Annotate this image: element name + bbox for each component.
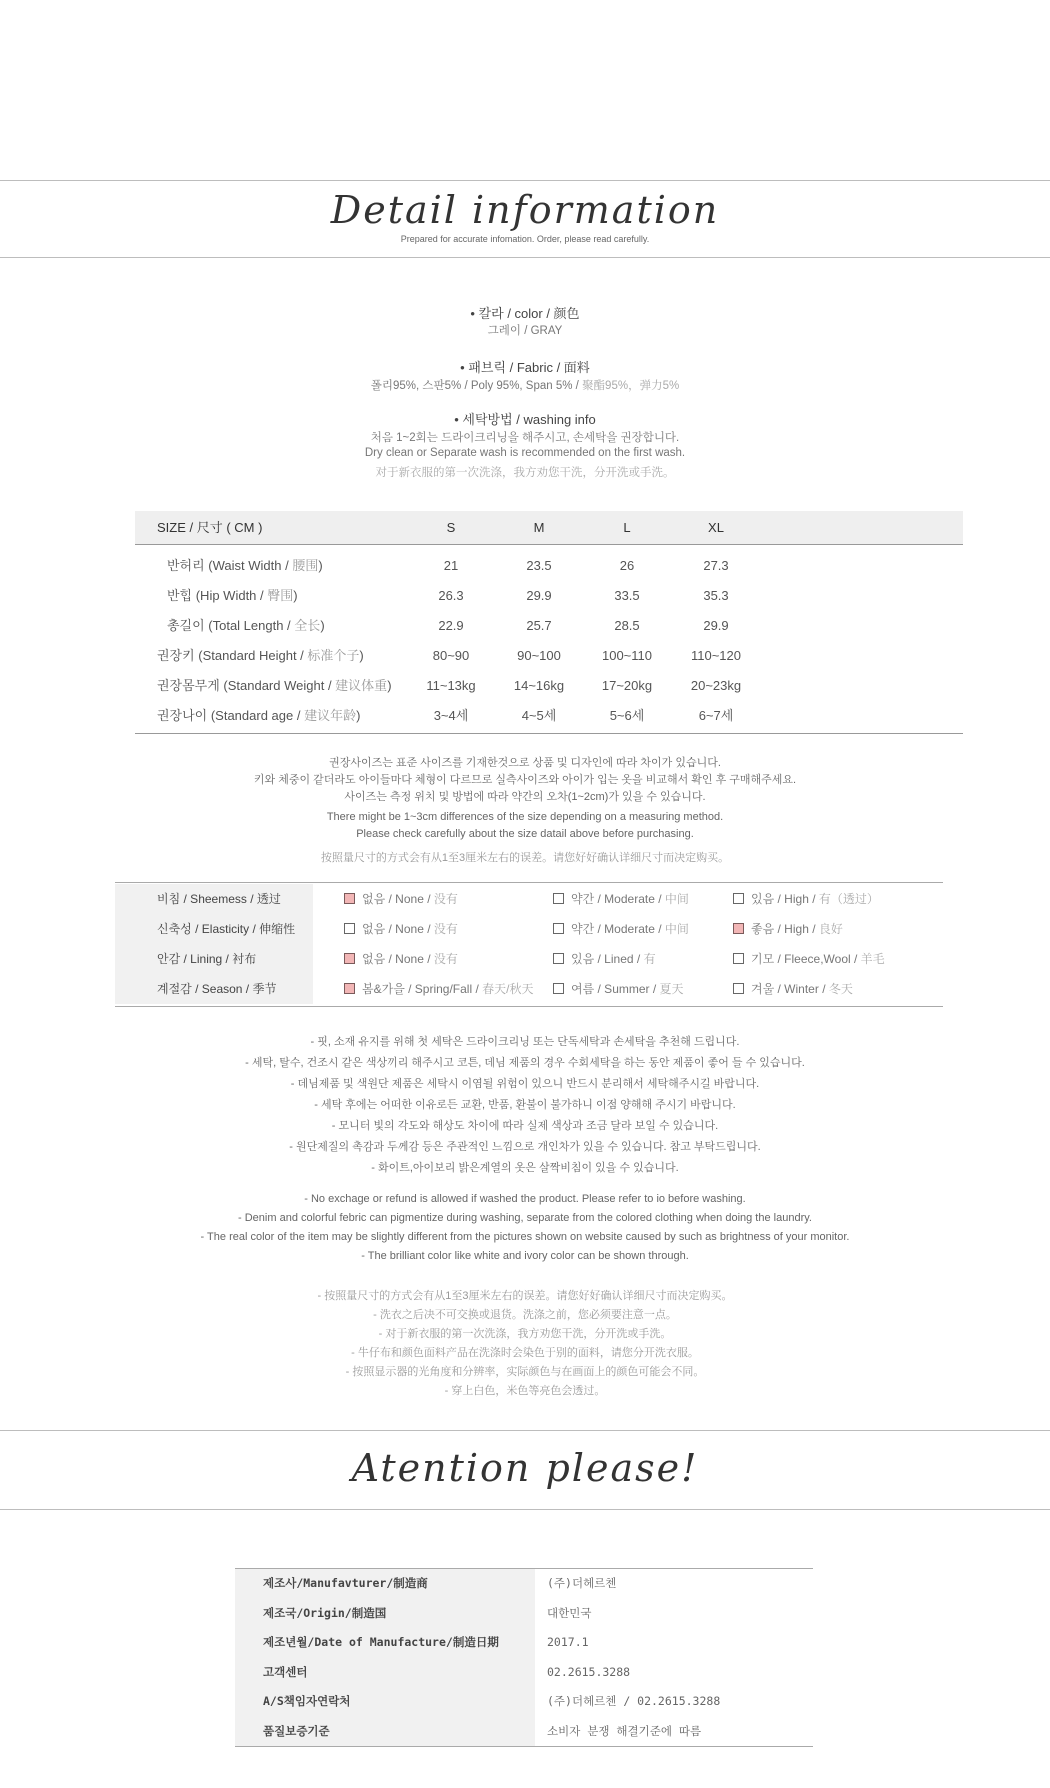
size-note-en-1: There might be 1~3cm differences of the size depending on a measuring method. <box>326 811 724 823</box>
manufacturer-row <box>235 1628 813 1658</box>
size-row-label <box>157 701 360 731</box>
divider <box>0 1509 1050 1510</box>
size-note-ko-3: 사이즈는 측정 위치 및 방법에 따라 약간의 오차(1~2cm)가 있을 수 있습니다. <box>344 791 706 803</box>
manufacturer-row <box>235 1717 813 1747</box>
size-cell: 27.3 <box>703 558 729 573</box>
attribute-option[interactable] <box>733 884 879 914</box>
size-row <box>135 611 963 641</box>
size-row <box>135 671 963 701</box>
care-note-zh: - 按照显示器的光角度和分辨率，实际颜色与在画面上的颜色可能会不同。 <box>345 1366 705 1378</box>
size-cell: 26 <box>619 558 635 573</box>
washing-heading: • 세탁방법 / washing info <box>454 412 596 427</box>
manufacturer-label: 제조년월/Date of Manufacture/制造日期 <box>235 1628 535 1658</box>
fabric-value-text: 폴리95%, 스판5% / Poly 95%, Span 5% / <box>370 380 583 392</box>
attribute-label-text: 신축성 / Elasticity / <box>157 922 260 936</box>
attribute-label-text: 비침 / Sheemess / <box>157 892 257 906</box>
size-row-label-ko: 권장나이 (Standard age / <box>157 708 305 723</box>
size-row-label-zh: 全长 <box>294 618 321 633</box>
size-cell: 6~7세 <box>698 708 734 723</box>
attribute-row <box>115 974 943 1004</box>
size-cell: 11~13kg <box>426 678 476 693</box>
size-cell: 20~23kg <box>690 678 742 693</box>
checked-checkbox[interactable] <box>344 893 355 904</box>
washing-line-zh <box>0 464 1050 480</box>
attribute-option-zh: 没有 <box>433 952 458 966</box>
divider <box>0 1430 1050 1431</box>
size-cell: 80~90 <box>432 648 470 663</box>
size-cell: 26.3 <box>438 588 464 603</box>
care-note-zh: - 穿上白色，米色等亮色会透过。 <box>444 1385 606 1397</box>
size-cell: 4~5세 <box>521 708 557 723</box>
washing-line-en: Dry clean or Separate wash is recommended on the first wash. <box>364 447 686 459</box>
size-cell: 28.5 <box>614 618 640 633</box>
attribute-option-text: 기모 / Fleece,Wool / <box>751 952 861 966</box>
size-header-l: L <box>623 520 631 535</box>
attribute-option-zh: 春天/秋天 <box>482 982 534 996</box>
size-cell: 3~4세 <box>433 708 469 723</box>
attribute-label-text: 계절감 / Season / <box>157 982 253 996</box>
size-cell: 14~16kg <box>513 678 565 693</box>
size-row <box>135 581 963 611</box>
attribute-option-text: 좋음 / High / <box>751 922 819 936</box>
care-note-zh: - 按照量尺寸的方式会有从1至3厘米左右的误差。请您好好确认详细尺寸而决定购买。 <box>317 1290 733 1302</box>
attribute-label-zh: 季节 <box>252 982 277 996</box>
manufacturer-label: 제조국/Origin/制造国 <box>235 1599 535 1629</box>
attribute-option-text: 있음 / High / <box>751 892 819 906</box>
attribute-option-zh: 有（透过） <box>818 892 879 906</box>
color-value-text: 그레이 / GRAY <box>487 325 563 337</box>
size-row-label-end: ) <box>387 678 392 693</box>
size-row-label-ko: 총길이 (Total Length / <box>167 618 295 633</box>
color-heading: • 칼라 / color / 颜色 <box>470 306 580 321</box>
size-row-label-ko: 반힙 (Hip Width / <box>167 588 268 603</box>
care-note-ko: - 세탁, 탈수, 건조시 같은 색상끼리 해주시고 코튼, 데님 제품의 경우 수회세탁을 하는 동안 제품이 좋어 들 수 있습니다. <box>245 1057 805 1069</box>
size-row-label-zh: 标准个子 <box>307 648 360 663</box>
size-cell: 22.9 <box>438 618 464 633</box>
manufacturer-table <box>235 1568 813 1747</box>
size-row-label-ko: 권장몸무게 (Standard Weight / <box>157 678 336 693</box>
attribute-option-zh: 有 <box>643 952 656 966</box>
detail-subtitle: Prepared for accurate infomation. Order, please read carefully. <box>400 234 650 244</box>
size-cell: 100~110 <box>601 648 652 663</box>
manufacturer-value: 2017.1 <box>547 1635 589 1649</box>
care-note-en: - The real color of the item may be slightly different from the pictures shown on website caused by such as brightness of your monitor. <box>200 1231 850 1243</box>
fabric-value-zh: 聚酯95%，弹力5% <box>582 380 680 392</box>
size-note-zh: 按照量尺寸的方式会有从1至3厘米左右的误差。请您好好确认详细尺寸而决定购买。 <box>320 852 730 864</box>
size-table <box>135 511 963 734</box>
size-note-ko-2: 키와 체중이 같더라도 아이들마다 체형이 다르므로 실측사이즈와 아이가 입는 옷을 비교해서 확인 후 구매해주세요. <box>253 774 797 786</box>
care-note-ko: - 핏, 소재 유지를 위해 첫 세탁은 드라이크리닝 또는 단독세탁과 손세탁을 추천해 드립니다. <box>310 1036 740 1048</box>
attribute-option[interactable] <box>733 914 843 944</box>
attribute-option-text: 없음 / None / <box>362 922 434 936</box>
care-note-zh: - 洗衣之后决不可交换或退货。洗涤之前，您必须要注意一点。 <box>373 1309 677 1321</box>
care-note-ko: - 모니터 빛의 각도와 해상도 차이에 따라 실제 색상과 조금 달라 보일 수 있습니다. <box>331 1120 719 1132</box>
checkbox[interactable] <box>733 983 744 994</box>
size-row-label-end: ) <box>293 588 298 603</box>
size-cell: 110~120 <box>690 648 741 663</box>
size-note-en-2: Please check carefully about the size datail above before purchasing. <box>356 828 694 840</box>
checked-checkbox[interactable] <box>344 983 355 994</box>
attribute-option-text: 봄&가을 / Spring/Fall / <box>362 982 483 996</box>
size-header-label: SIZE / 尺寸 ( CM ) <box>157 520 263 535</box>
attribute-label <box>115 884 313 914</box>
manufacturer-label: 제조사/Manufavturer/制造商 <box>235 1569 535 1599</box>
attribute-option[interactable] <box>553 914 689 944</box>
checkbox[interactable] <box>553 923 564 934</box>
attribute-option-text: 약간 / Moderate / <box>571 922 665 936</box>
checkbox[interactable] <box>553 983 564 994</box>
size-row-label-zh: 建议年龄 <box>304 708 357 723</box>
attribute-label-zh: 透过 <box>256 892 281 906</box>
size-cell: 33.5 <box>614 588 640 603</box>
attribute-option-zh: 中间 <box>664 892 689 906</box>
size-row-label-end: ) <box>320 618 325 633</box>
manufacturer-row <box>235 1658 813 1688</box>
size-cell: 21 <box>443 558 459 573</box>
washing-line-zh-text: 对于新衣服的第一次洗涤，我方劝您干洗，分开洗或手洗。 <box>375 467 675 479</box>
attribute-option-zh: 冬天 <box>828 982 853 996</box>
size-header-s: S <box>446 520 456 535</box>
attribute-option[interactable] <box>733 944 885 974</box>
size-row-label <box>167 551 323 581</box>
attribute-label-zh: 伸缩性 <box>259 922 296 936</box>
size-row-label-end: ) <box>318 558 323 573</box>
size-row-label-end: ) <box>356 708 361 723</box>
attribute-option-zh: 夏天 <box>659 982 684 996</box>
attribute-option-text: 약간 / Moderate / <box>571 892 665 906</box>
attribute-option-text: 겨울 / Winter / <box>751 982 829 996</box>
size-row-label <box>167 581 298 611</box>
checked-checkbox[interactable] <box>733 923 744 934</box>
attribute-option-zh: 中间 <box>664 922 689 936</box>
attribute-option[interactable] <box>733 974 853 1004</box>
fabric-heading: • 패브릭 / Fabric / 面料 <box>460 360 590 375</box>
manufacturer-label: 고객센터 <box>235 1658 535 1688</box>
attribute-option[interactable] <box>344 944 458 974</box>
divider <box>0 180 1050 181</box>
attribute-option-text: 없음 / None / <box>362 952 434 966</box>
care-note-zh: - 牛仔布和颜色面料产品在洗涤时会染色于别的面料，请您分开洗衣服。 <box>351 1347 699 1359</box>
size-cell: 5~6세 <box>609 708 645 723</box>
manufacturer-value: 02.2615.3288 <box>547 1664 631 1679</box>
attribute-option-text: 여름 / Summer / <box>571 982 660 996</box>
attribute-option-zh: 羊毛 <box>860 952 885 966</box>
size-row-label <box>157 671 392 701</box>
care-note-en: - Denim and colorful febric can pigmentize during washing, separate from the colored clothing when doing the laundry. <box>238 1212 812 1224</box>
manufacturer-value: 대한민국 <box>547 1605 592 1620</box>
attribute-option[interactable] <box>553 884 689 914</box>
attention-title: Atention please! <box>351 1446 699 1490</box>
divider <box>0 257 1050 258</box>
size-note-ko-1: 권장사이즈는 표준 사이즈를 기재한것으로 상품 및 디자인에 따라 차이가 있습니다. <box>329 757 721 769</box>
checkbox[interactable] <box>733 893 744 904</box>
attribute-option[interactable] <box>344 914 458 944</box>
attribute-row <box>115 944 943 974</box>
attribute-label <box>115 944 313 974</box>
size-cell: 29.9 <box>526 588 552 603</box>
care-note-ko: - 세탁 후에는 어떠한 이유로든 교환, 반품, 환불이 불가하니 이점 양해해 주시기 바랍니다. <box>314 1099 736 1111</box>
size-cell: 23.5 <box>526 558 552 573</box>
manufacturer-row <box>235 1569 813 1599</box>
attribute-option-zh: 没有 <box>433 922 458 936</box>
care-note-zh: - 对于新衣服的第一次洗涤，我方劝您干洗，分开洗或手洗。 <box>378 1328 672 1340</box>
size-header-xl: XL <box>708 520 724 535</box>
size-cell: 35.3 <box>703 588 729 603</box>
attribute-option[interactable] <box>344 884 458 914</box>
color-value <box>0 322 1050 338</box>
size-row <box>135 551 963 581</box>
attribute-row <box>115 884 943 914</box>
checkbox[interactable] <box>733 953 744 964</box>
attribute-option-zh: 良好 <box>818 922 843 936</box>
detail-title: Detail information <box>330 188 720 232</box>
attribute-label <box>115 914 313 944</box>
size-row-label <box>167 611 325 641</box>
care-note-ko: - 화이트,아이보리 밝은계열의 옷은 살짝비침이 있을 수 있습니다. <box>371 1162 679 1174</box>
size-row-label-zh: 建议体重 <box>335 678 388 693</box>
attribute-label-zh: 衬布 <box>232 952 257 966</box>
size-cell: 25.7 <box>526 618 552 633</box>
size-row-label-end: ) <box>359 648 364 663</box>
manufacturer-value: (주)더헤르첸 <box>547 1576 617 1590</box>
care-note-ko: - 데님제품 및 색원단 제품은 세탁시 이염될 위험이 있으니 반드시 분리해서 세탁해주시길 바랍니다. <box>290 1078 760 1090</box>
washing-line-ko: 처음 1~2회는 드라이크리닝을 해주시고, 손세탁을 권장합니다. <box>370 432 680 444</box>
manufacturer-label: 품질보증기준 <box>235 1717 535 1747</box>
size-cell: 17~20kg <box>601 678 653 693</box>
checkbox[interactable] <box>553 953 564 964</box>
attribute-row <box>115 914 943 944</box>
size-row <box>135 641 963 671</box>
size-cell: 29.9 <box>703 618 729 633</box>
attribute-option[interactable] <box>344 974 534 1004</box>
attribute-label-text: 안감 / Lining / <box>157 952 233 966</box>
size-row <box>135 701 963 731</box>
fabric-value <box>0 377 1050 393</box>
manufacturer-label: A/S책임자연락처 <box>235 1687 535 1717</box>
attribute-option-zh: 没有 <box>433 892 458 906</box>
care-note-ko: - 원단제질의 촉감과 두께감 등은 주관적인 느낌으로 개인차가 있을 수 있습니다. 참고 부탁드립니다. <box>289 1141 761 1153</box>
size-row-label-ko: 권장키 (Standard Height / <box>157 648 308 663</box>
attribute-option-text: 있음 / Lined / <box>571 952 644 966</box>
size-row-label-zh: 腰围 <box>292 558 319 573</box>
size-header-m: M <box>533 520 545 535</box>
attribute-option[interactable] <box>553 974 684 1004</box>
manufacturer-value: 소비자 분쟁 해결기준에 따름 <box>547 1723 702 1738</box>
attribute-label <box>115 974 313 1004</box>
attribute-option[interactable] <box>553 944 656 974</box>
size-row-label <box>157 641 364 671</box>
checkbox[interactable] <box>553 893 564 904</box>
size-table-header <box>135 511 963 545</box>
care-note-en: - The brilliant color like white and ivory color can be shown through. <box>361 1250 689 1262</box>
manufacturer-row <box>235 1687 813 1717</box>
checkbox[interactable] <box>344 923 355 934</box>
manufacturer-row <box>235 1599 813 1629</box>
attributes-table <box>115 882 943 1007</box>
size-row-label-ko: 반허리 (Waist Width / <box>167 558 293 573</box>
checked-checkbox[interactable] <box>344 953 355 964</box>
size-row-label-zh: 臀围 <box>267 588 294 603</box>
size-cell: 90~100 <box>517 648 561 663</box>
care-note-en: - No exchage or refund is allowed if washed the product. Please refer to io before washing. <box>304 1193 746 1205</box>
attribute-option-text: 없음 / None / <box>362 892 434 906</box>
manufacturer-value: (주)더헤르첸 / 02.2615.3288 <box>547 1694 721 1708</box>
